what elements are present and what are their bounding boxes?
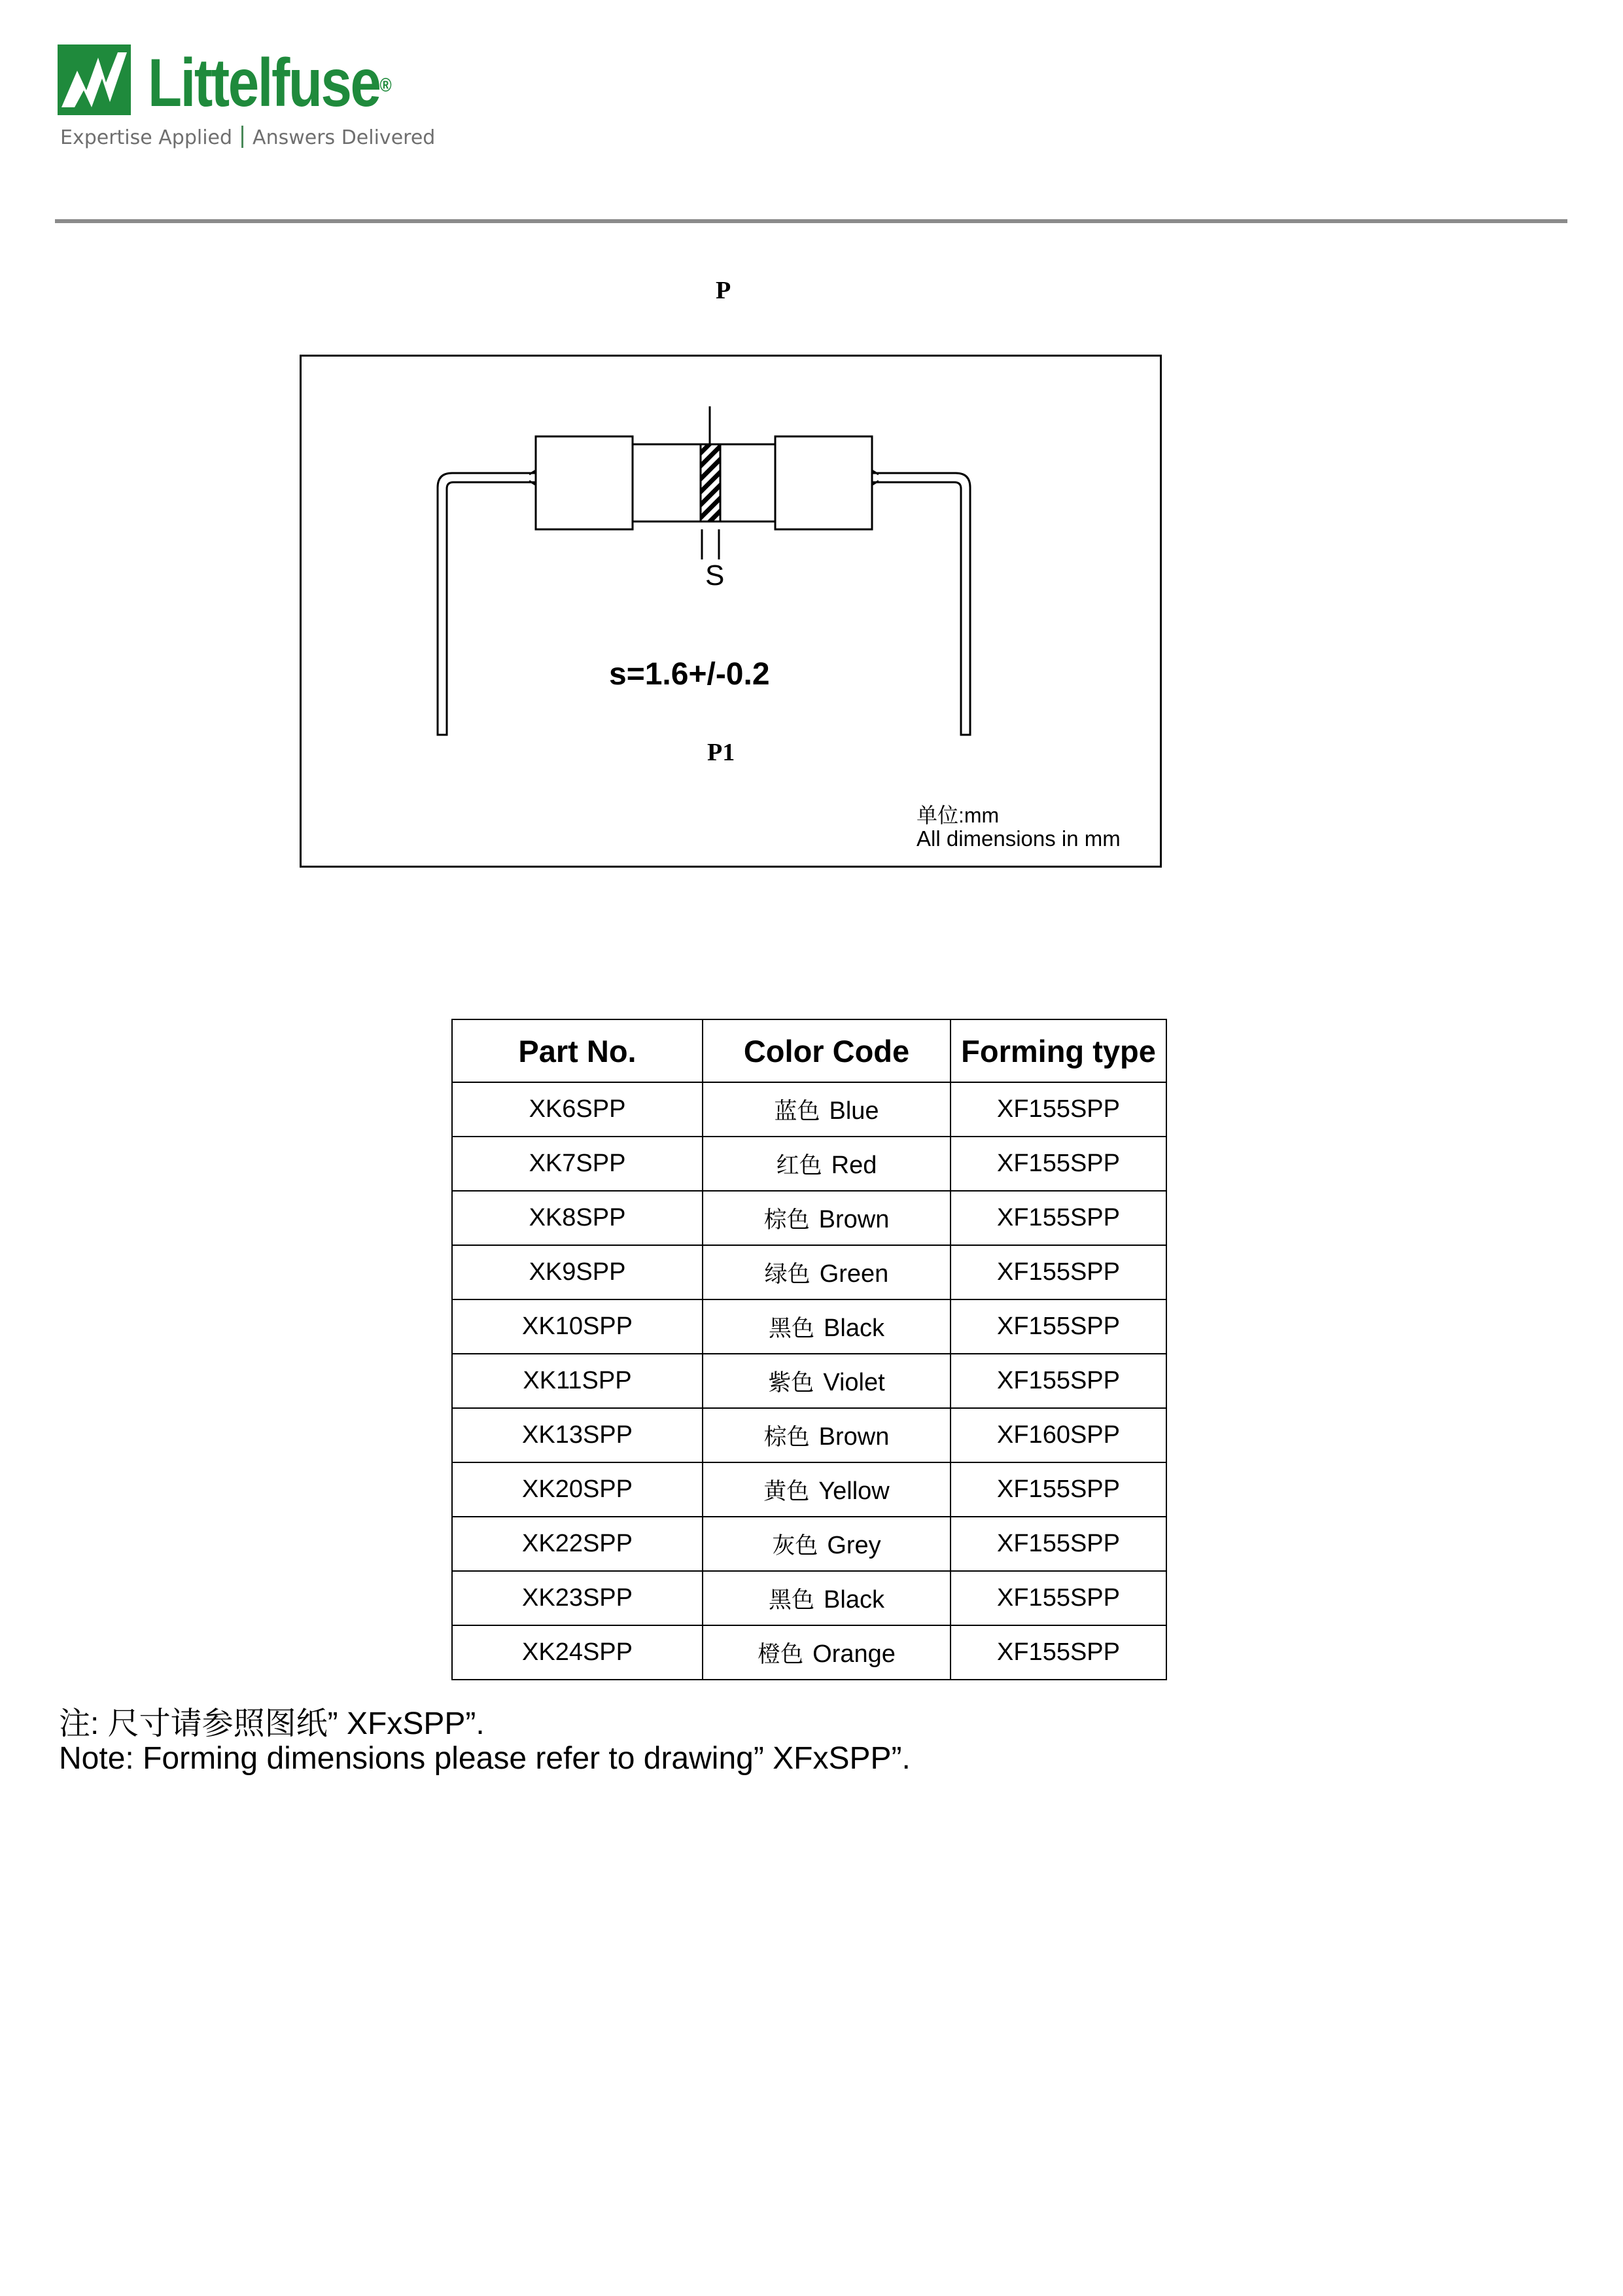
color-code-cell (703, 1082, 951, 1137)
forming-type-cell: XF155SPP (951, 1245, 1166, 1299)
color-code-cell (703, 1517, 951, 1571)
part-no-cell: XK9SPP (452, 1245, 703, 1299)
part-no-cell: XK10SPP (452, 1299, 703, 1354)
table-row (452, 1082, 1166, 1137)
color-en: Grey (827, 1531, 881, 1559)
drawing-title: P (716, 277, 731, 304)
table-row (452, 1299, 1166, 1354)
color-en: Orange (812, 1640, 896, 1668)
color-code-cell (703, 1625, 951, 1680)
table-row (452, 1408, 1166, 1462)
color-en: Yellow (818, 1477, 890, 1505)
littelfuse-logo-icon (58, 44, 131, 115)
forming-type-cell: XF160SPP (951, 1408, 1166, 1462)
color-cn: 绿色 (764, 1261, 811, 1288)
table-row (452, 1191, 1166, 1245)
color-cn: 黄色 (763, 1478, 810, 1505)
part-no-cell: XK13SPP (452, 1408, 703, 1462)
color-cn: 黑色 (769, 1315, 815, 1342)
left-lead (438, 473, 536, 735)
table-row (452, 1462, 1166, 1517)
table-row (452, 1245, 1166, 1299)
right-end-cap (775, 436, 872, 529)
table-header-row (452, 1019, 1166, 1082)
table-row (452, 1137, 1166, 1191)
drawing-subtitle: P1 (707, 739, 735, 766)
color-code-cell (703, 1137, 951, 1191)
part-no-cell: XK7SPP (452, 1137, 703, 1191)
color-code-cell (703, 1191, 951, 1245)
color-en: Black (824, 1314, 884, 1342)
color-cn: 灰色 (772, 1532, 818, 1559)
forming-type-cell: XF155SPP (951, 1462, 1166, 1517)
color-cn: 红色 (776, 1152, 822, 1179)
forming-type-cell: XF155SPP (951, 1354, 1166, 1408)
company-logo (58, 44, 436, 162)
column-header-color-code: Color Code (703, 1019, 951, 1082)
color-code-cell (703, 1462, 951, 1517)
header-divider (55, 219, 1567, 223)
part-no-cell: XK23SPP (452, 1571, 703, 1625)
color-en: Brown (818, 1205, 890, 1233)
forming-type-cell: XF155SPP (951, 1571, 1166, 1625)
color-en: Red (831, 1151, 877, 1179)
color-cn: 棕色 (763, 1424, 810, 1451)
parts-table (451, 1019, 1167, 1680)
brand-wordmark: Littelfuse® (148, 45, 392, 121)
forming-type-cell: XF155SPP (951, 1517, 1166, 1571)
color-en: Brown (818, 1422, 890, 1451)
right-lead (872, 473, 970, 735)
color-en: Blue (829, 1097, 879, 1125)
color-en: Black (824, 1585, 884, 1614)
part-no-cell: XK22SPP (452, 1517, 703, 1571)
color-code-cell (703, 1408, 951, 1462)
table-row (452, 1571, 1166, 1625)
tagline-left: Expertise Applied (60, 126, 233, 149)
s-dimension-label: S (705, 559, 725, 592)
color-cn: 黑色 (769, 1587, 815, 1614)
table-row (452, 1625, 1166, 1680)
component-drawing (300, 355, 1162, 868)
forming-type-cell: XF155SPP (951, 1137, 1166, 1191)
tagline-divider (241, 126, 243, 148)
component-outline-diagram (302, 357, 1160, 866)
part-no-cell: XK8SPP (452, 1191, 703, 1245)
forming-type-cell: XF155SPP (951, 1082, 1166, 1137)
color-code-cell (703, 1245, 951, 1299)
note-english: Note: Forming dimensions please refer to drawing” XFxSPP”. (59, 1741, 911, 1776)
forming-type-cell: XF155SPP (951, 1191, 1166, 1245)
color-code-cell (703, 1299, 951, 1354)
part-no-cell: XK11SPP (452, 1354, 703, 1408)
band-spec: s=1.6+/-0.2 (609, 657, 770, 692)
brand-tagline (60, 126, 435, 150)
color-en: Green (819, 1260, 889, 1288)
table-row (452, 1517, 1166, 1571)
color-cn: 橙色 (758, 1641, 804, 1668)
color-en: Violet (823, 1368, 885, 1396)
unit-note-en: All dimensions in mm (916, 826, 1121, 851)
column-header-forming-type: Forming type (951, 1019, 1166, 1082)
color-cn: 蓝色 (774, 1098, 820, 1125)
forming-type-cell: XF155SPP (951, 1299, 1166, 1354)
part-no-cell: XK20SPP (452, 1462, 703, 1517)
forming-type-cell: XF155SPP (951, 1625, 1166, 1680)
tagline-right: Answers Delivered (253, 126, 436, 149)
part-no-cell: XK6SPP (452, 1082, 703, 1137)
part-no-cell: XK24SPP (452, 1625, 703, 1680)
column-header-part-no: Part No. (452, 1019, 703, 1082)
color-cn: 紫色 (768, 1369, 814, 1396)
table-row (452, 1354, 1166, 1408)
color-code-cell (703, 1571, 951, 1625)
color-band (701, 444, 720, 521)
left-end-cap (536, 436, 633, 529)
color-cn: 棕色 (763, 1207, 810, 1233)
color-code-cell (703, 1354, 951, 1408)
note-chinese: 注: 尺寸请参照图纸” XFxSPP”. (59, 1706, 485, 1741)
unit-note-cn: 单位:mm (916, 804, 1000, 827)
